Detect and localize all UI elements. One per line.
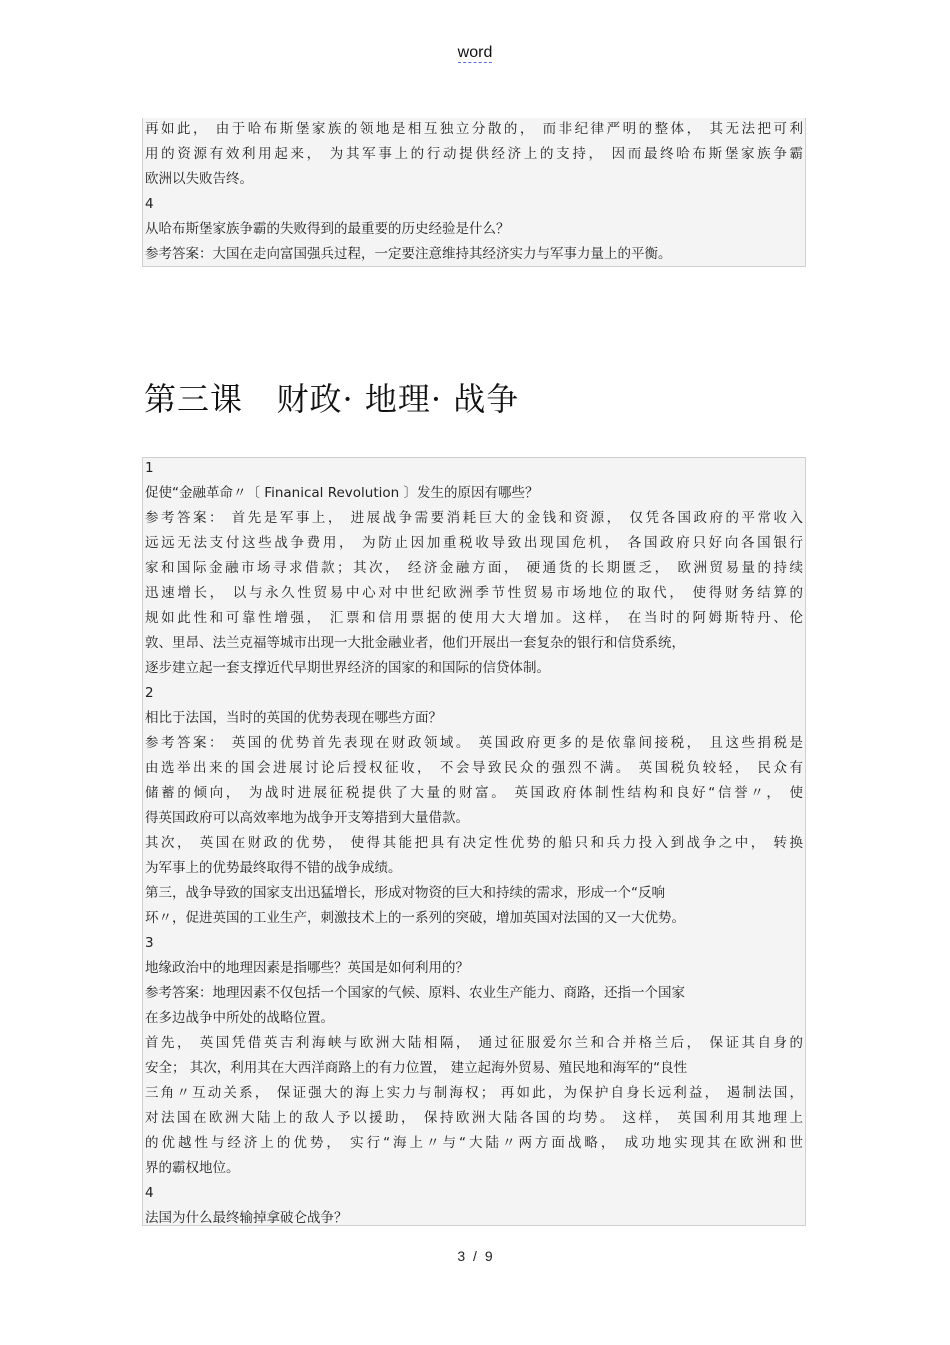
answer-line: 环〃，促进英国的工业生产，刺激技术上的一系列的突破，增加英国对法国的又一大优势。 — [145, 910, 685, 926]
answer-line: 参考答案： 英国的优势首先表现在财政领域。 英国政府更多的是依靠间接税， 且这些捐税是 — [145, 735, 803, 751]
answer-line: 远远无法支付这些战争费用， 为防止因加重税收导致出现国危机， 各国政府只好向各国银行 — [145, 535, 803, 551]
answer-line: 其次， 英国在财政的优势， 使得其能把具有决定性优势的船只和兵力投入到战争之中， 转换 — [145, 835, 803, 851]
answer-line: 家和国际金融市场寻求借款；其次， 经济金融方面， 硬通货的长期匮乏， 欧洲贸易量的持续 — [145, 560, 803, 576]
answer-line: 三角〃互动关系， 保证强大的海上实力与制海权； 再如此，为保护自身长远利益， 遏制法国， — [145, 1085, 803, 1101]
answer-line: 首先， 英国凭借英吉利海峡与欧洲大陆相隔， 通过征服爱尔兰和合并格兰后， 保证其自身的 — [145, 1035, 803, 1051]
text-line: 用的资源有效利用起来， 为其军事上的行动提供经济上的支持， 因而最终哈布斯堡家族争霸 — [145, 146, 803, 162]
answer-line: 得英国政府可以高效率地为战争开支筹措到大量借款。 — [145, 810, 469, 826]
text-line: 欧洲以失败告终。 — [145, 171, 253, 187]
question-text: 相比于法国，当时的英国的优势表现在哪些方面？ — [145, 710, 442, 726]
answer-line: 第三，战争导致的国家支出迅猛增长，形成对物资的巨大和持续的需求，形成一个“反响 — [145, 885, 665, 901]
answer-line: 逐步建立起一套支撑近代早期世界经济的国家的和国际的信贷体制。 — [145, 660, 550, 676]
answer-line: 的优越性与经济上的优势， 实行“海上〃与“大陆〃两方面战略， 成功地实现其在欧洲和世 — [145, 1135, 803, 1151]
answer-line: 规如此性和可靠性增强， 汇票和信用票据的使用大大增加。这样， 在当时的阿姆斯特丹、伦 — [145, 610, 803, 626]
header-title: word — [457, 44, 493, 61]
answer-line: 为军事上的优势最终取得不错的战争成绩。 — [145, 860, 402, 876]
text-line: 再如此， 由于哈布斯堡家族的领地是相互独立分散的， 而非纪律严明的整体， 其无法把可利 — [145, 121, 803, 137]
page-number: 3 / 9 — [457, 1248, 493, 1264]
question-text: 促使“金融革命〃〔 Finanical Revolution 〕发生的原因有哪些？ — [145, 485, 539, 501]
question-text: 地缘政治中的地理因素是指哪些？英国是如何利用的？ — [145, 960, 469, 976]
answer-line: 迅速增长， 以与永久性贸易中心对中世纪欧洲季节性贸易市场地位的取代， 使得财务结算的 — [145, 585, 803, 601]
lesson-title: 第三课 财政· 地理· 战争 — [144, 380, 520, 418]
answer-line: 由选举出来的国会进展讨论后授权征收， 不会导致民众的强烈不满。 英国税负较轻， 民众有 — [145, 760, 803, 776]
lesson-qa-box — [142, 457, 806, 1226]
previous-section-box — [142, 118, 806, 267]
question-number: 3 — [145, 935, 154, 951]
question-text: 从哈布斯堡家族争霸的失败得到的最重要的历史经验是什么？ — [145, 221, 510, 237]
question-number: 2 — [145, 685, 154, 701]
answer-line: 参考答案：地理因素不仅包括一个国家的气候、原料、农业生产能力、商路，还指一个国家 — [145, 985, 685, 1001]
answer-line: 参考答案： 首先是军事上， 进展战争需要消耗巨大的金钱和资源， 仅凭各国政府的平常收入 — [145, 510, 803, 526]
question-text: 法国为什么最终输掉拿破仑战争？ — [145, 1210, 348, 1226]
answer-text: 参考答案：大国在走向富国强兵过程，一定要注意维持其经济实力与军事力量上的平衡。 — [145, 246, 672, 262]
answer-line: 对法国在欧洲大陆上的敌人予以援助， 保持欧洲大陆各国的均势。 这样， 英国利用其地理上 — [145, 1110, 803, 1126]
answer-line: 在多边战争中所处的战略位置。 — [145, 1010, 334, 1026]
question-number: 4 — [145, 1185, 154, 1201]
answer-line: 界的霸权地位。 — [145, 1160, 240, 1176]
answer-line: 安全； 其次，利用其在大西洋商路上的有力位置， 建立起海外贸易、殖民地和海军的“良性 — [145, 1060, 688, 1076]
question-number: 4 — [145, 196, 154, 212]
answer-line: 敦、里昂、法兰克福等城市出现一大批金融业者，他们开展出一套复杂的银行和信贷系统， — [145, 635, 685, 651]
question-number: 1 — [145, 460, 154, 476]
answer-line: 储蓄的倾向， 为战时进展征税提供了大量的财富。 英国政府体制性结构和良好“信誉〃， 使 — [145, 785, 803, 801]
page-header — [0, 44, 950, 62]
